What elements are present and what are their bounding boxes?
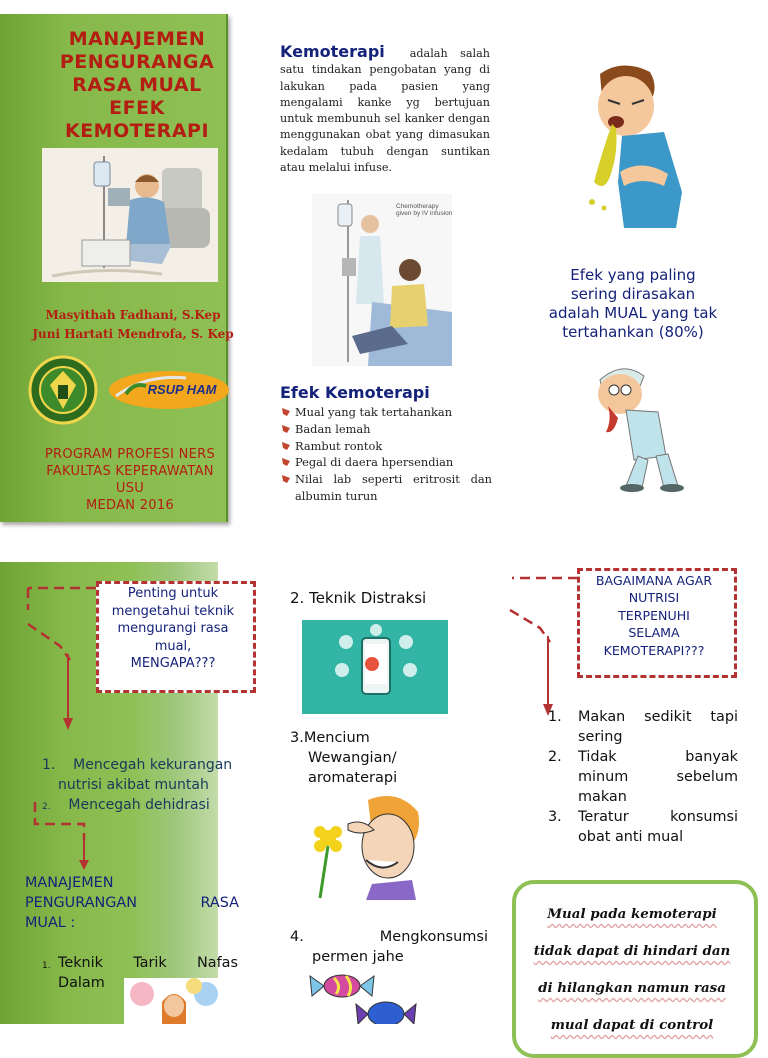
list-item: Rambut rontok: [280, 438, 492, 455]
breathing-people-illustration: [124, 978, 224, 1024]
list-item: Pegal di daera hpersendian: [280, 454, 492, 471]
smelling-flower-illustration: [302, 794, 422, 900]
patient-infusion-illustration: [42, 148, 218, 282]
callout-arrow-left: [20, 580, 100, 730]
nauseous-boy-illustration: [582, 360, 686, 494]
list-item: Badan lemah: [280, 421, 492, 438]
vomiting-man-illustration: [572, 62, 690, 230]
list-item: 3. Teratur konsumsi obat anti mual: [548, 809, 738, 845]
chemotherapy-iv-illustration: [312, 194, 452, 366]
brochure-title: MANAJEMEN PENGURANGA RASA MUAL EFEK KEMOTERAPI: [59, 28, 215, 142]
svg-text:RSUP HAM: RSUP HAM: [147, 382, 217, 397]
kemoterapi-keyword: Kemoterapi: [280, 42, 385, 61]
technique-2: 2. Teknik Distraksi: [290, 589, 427, 607]
smartphone-distraction-illustration: [302, 620, 448, 714]
program-info: PROGRAM PROFESI NERS FAKULTAS KEPERAWATAN USU MEDAN 2016: [44, 447, 216, 513]
efek-paling-sering: Efek yang paling sering dirasakan adalah MUAL yang tak tertahankan (80%): [548, 266, 718, 341]
bullet-icon: [282, 425, 290, 433]
bullet-icon: [282, 408, 290, 416]
bullet-icon: [282, 475, 290, 483]
bullet-icon: [282, 458, 290, 466]
nutrisi-tips: [548, 707, 738, 847]
authors: Masyithah Fadhani, S.Kep Juni Hartati Mendrofa, S. Kep: [32, 308, 234, 341]
candy-illustration: [306, 970, 436, 1024]
callout-arrow-right: [504, 570, 584, 720]
reasons-arrow: [32, 800, 102, 872]
reasons-list: 1. Mencegah kekurangan nutrisi akibat muntah 2. Mencegah dehidrasi: [42, 755, 242, 817]
mual-note-text: Mual pada kemoterapi tidak dapat di hindari dan di hilangkan namun rasa mual dapat di control: [533, 906, 731, 1033]
list-item: 1. Mencegah kekurangan: [42, 757, 233, 773]
rsup-ham-logo: [106, 368, 232, 412]
technique-1: 1. Teknik Tarik Nafas Dalam: [42, 955, 238, 991]
nutrisi-callout-text: BAGAIMANA AGAR NUTRISI TERPENUHI SELAMA KEMOTERAPI???: [595, 573, 713, 658]
list-item: Nilai lab seperti eritrosit dan albumin turun: [280, 471, 492, 505]
list-item: 2. Mencegah dehidrasi: [42, 797, 210, 813]
bullet-icon: [282, 442, 290, 450]
list-item: Mual yang tak tertahankan: [280, 404, 492, 421]
penting-callout-text: Penting untuk mengetahui teknik mengurangi rasa mual, MENGAPA???: [111, 586, 235, 671]
svg-text:Chemotherapy given by IV: Chemotherapy given by IV infusion: [396, 203, 452, 217]
list-item: 1. Makan sedikit tapi sering: [548, 709, 738, 745]
kemoterapi-definition-text: adalah salah satu tindakan pengobatan yang di lakukan pada pasien yang mengalami kanke yg bertujuan untuk membunuh sel kanker dengan menggunakan obat yang dimasukan kedalam tubuh dengan suntikan atau melalui infuse.: [280, 47, 490, 175]
manajemen-heading: MANAJEMEN PENGURANGAN RASA MUAL :: [25, 875, 239, 931]
technique-3: 3.Mencium Wewangian/ aromaterapi: [290, 730, 398, 786]
efek-list: [280, 404, 492, 505]
technique-4: 4. Mengkonsumsi permen jahe: [290, 929, 488, 965]
efek-kemoterapi-title: Efek Kemoterapi: [280, 383, 430, 402]
usu-faculty-logo: [28, 355, 98, 425]
kemoterapi-definition: [280, 44, 490, 176]
list-item: 2. Tidak banyak minum sebelum makan: [548, 749, 738, 805]
